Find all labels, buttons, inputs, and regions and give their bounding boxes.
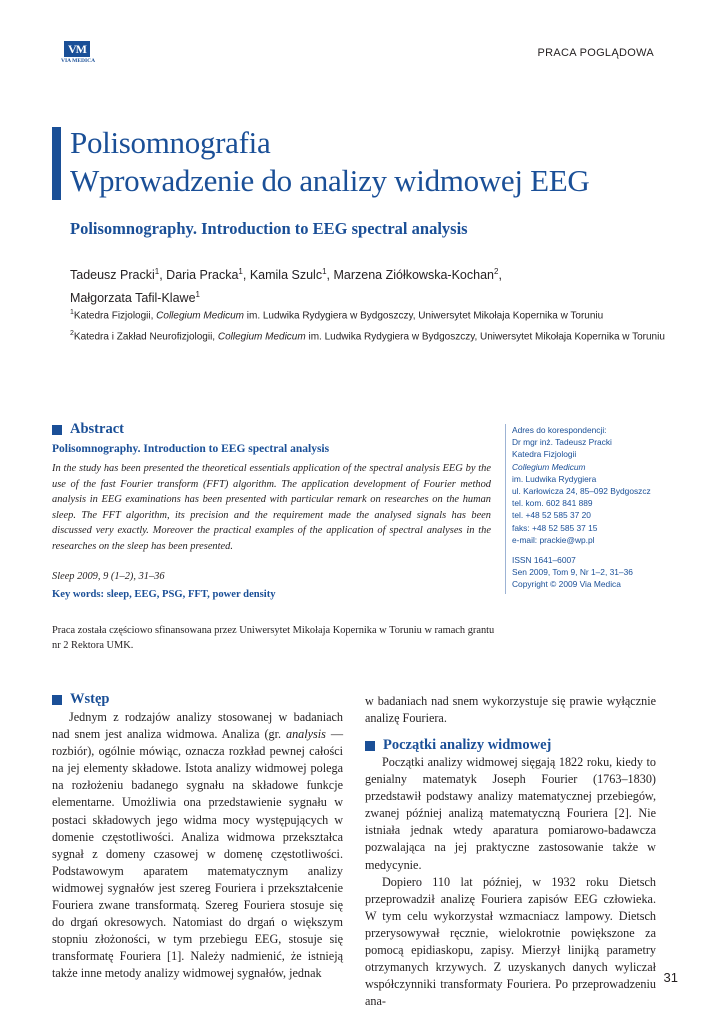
right-column <box>365 693 656 727</box>
abstract-body: In the study has been presented the theoretical essentials application of the spectral analysis EEG by the use of the fast Fourier transform (FFT) algorithm. The application development of Fourier method analysis in EEG examinations has been presented with particular remark on researches on the human sleep. The FFT algorithm, its precision and the requirement made the analysed signals has been discussed very exactly. Moreover the practical examples of the application of spectral analyses in the researches on the sleep has been presented. <box>52 463 491 552</box>
english-title: Polisomnography. Introduction to EEG spectral analysis <box>70 219 468 238</box>
right-column-body <box>365 754 656 1010</box>
funding-note: Praca została częściowo sfinansowana przez Uniwersytet Mikołaja Kopernika w Toruniu w ramach grantu nr 2 Rektora UMK. <box>52 625 495 651</box>
authors: Tadeusz Pracki$^1$, Daria Pracka$^1$, Kamila Szulc$^1$, Marzena Ziółkowska-Kochan$^2$, Małgorzata Tafil-Klawe$^1$ <box>70 267 502 306</box>
author: Tadeusz Pracki <box>70 268 155 283</box>
author: Kamila Szulc <box>249 268 323 283</box>
intro-heading: Wstęp <box>52 691 109 708</box>
title-line-2: Wprowadzenie do analizy widmowej EEG <box>70 163 590 198</box>
email-link[interactable]: e-mail: prackie@wp.pl <box>512 534 595 545</box>
abstract-citation: Sleep 2009, 9 (1–2), 31–36 <box>52 571 165 582</box>
page-title <box>70 124 589 200</box>
affiliation-2: $^2$Katedra i Zakład Neurofizjologii, Collegium Medicum im. Ludwika Rydygiera w Bydgoszczy, Uniwersytet Mikołaja Kopernika w Toruniu <box>70 330 665 343</box>
section-type: PRACA POGLĄDOWA <box>537 47 654 59</box>
paragraph: Jednym z rodzajów analizy stosowanej w badaniach nad snem jest analiza widmowa. Analiza (gr. analysis — rozbiór), ogólnie mówiąc, oznacza rozkład pewnej całości na jej elementy składowe. Istota analizy widmowej polega na rozłożeniu badanego sygnału na składowe funkcje elementarne. Umożliwia ona przedstawienie sygnału w postaci składowych jego widma mocy występujących w domenie częstotliwości. Analiza widmowa przekształca sygnał z domeny czasowej w domenę częstotliwości. Podstawowym aparatem matematycznym analizy widmowej sygnałów jest szereg Fouriera i przekształcenie Fouriera zwane transformatą. Szereg Fouriera stosuje się do drgań okresowych. Natomiast do drgań o większym stopniu złożoności, w tym przebiegu EEG, stosuje się transformatę Fouriera [1]. Należy nadmienić, że istnieją także inne metody analizy widmowej sygnałów, jednak <box>52 710 344 981</box>
title-accent-bar <box>52 127 61 200</box>
title-line-1: Polisomnografia <box>70 125 271 160</box>
square-bullet-icon <box>365 741 375 751</box>
section-heading-beginnings: Początki analizy widmowej <box>365 737 551 754</box>
paragraph: Dopiero 110 lat później, w 1932 roku Dietsch przeprowadził analizę Fouriera zapisów EEG człowieka. W tym celu wykorzystał wzmacniacz lampowy. Dietsch przerysowywał ręcznie, wielokrotnie powiększone za pomocą epidiaskopu, zapisy. Mierzył linijką parametry otrzymanych krzywych. Z uzyskanych danych wyliczał współczynniki transformaty Fouriera. Po przeprowadzeniu ana- <box>365 874 656 1009</box>
square-bullet-icon <box>52 425 62 435</box>
logo-mark: VM <box>64 41 90 57</box>
left-column <box>52 709 343 983</box>
author: Marzena Ziółkowska-Kochan <box>333 268 494 283</box>
correspondence-box: Adres do korespondencji: Dr mgr inż. Tadeusz Pracki Katedra Fizjologii Collegium Medicum im. Ludwika Rydygiera ul. Karłowicza 24, 85–092 Bydgoszcz tel. kom. 602 841 889 tel. +48 52 585 37 20 faks: +48 52 585 37 15 e-mail: prackie@wp.pl ISSN 1641–6007 Sen 2009, Tom 9, Nr 1–2, 31–36 Copyright © 2009 Via Medica <box>512 424 662 591</box>
keywords: Key words: sleep, EEG, PSG, FFT, power density <box>52 589 276 600</box>
abstract-heading: Abstract <box>52 421 124 438</box>
paragraph: Początki analizy widmowej sięgają 1822 roku, kiedy to genialny matematyk Joseph Fourier (1763–1830) przedstawił podstawy analizy matematycznej przebiegów, zwanej później analizą matematyczną Fouriera [2]. Nie istniała jednak wtedy aparatura pomiarowo-badawcza pozwalająca na jej praktyczne zastosowanie także w medycynie. <box>365 755 656 872</box>
author: Małgorzata Tafil-Klawe <box>70 291 196 306</box>
divider <box>505 424 506 594</box>
author: Daria Pracka <box>166 268 239 283</box>
page-number: 31 <box>663 970 678 985</box>
via-medica-logo <box>61 41 96 64</box>
logo-text: VIA MEDICA <box>61 58 96 64</box>
abstract-title: Polisomnography. Introduction to EEG spectral analysis <box>52 443 330 455</box>
paragraph: w badaniach nad snem wykorzystuje się prawie wyłącznie analizę Fouriera. <box>365 694 656 726</box>
square-bullet-icon <box>52 695 62 705</box>
affiliation-1: $^1$Katedra Fizjologii, Collegium Medicum im. Ludwika Rydygiera w Bydgoszczy, Uniwersytet Mikołaja Kopernika w Toruniu <box>70 309 604 322</box>
